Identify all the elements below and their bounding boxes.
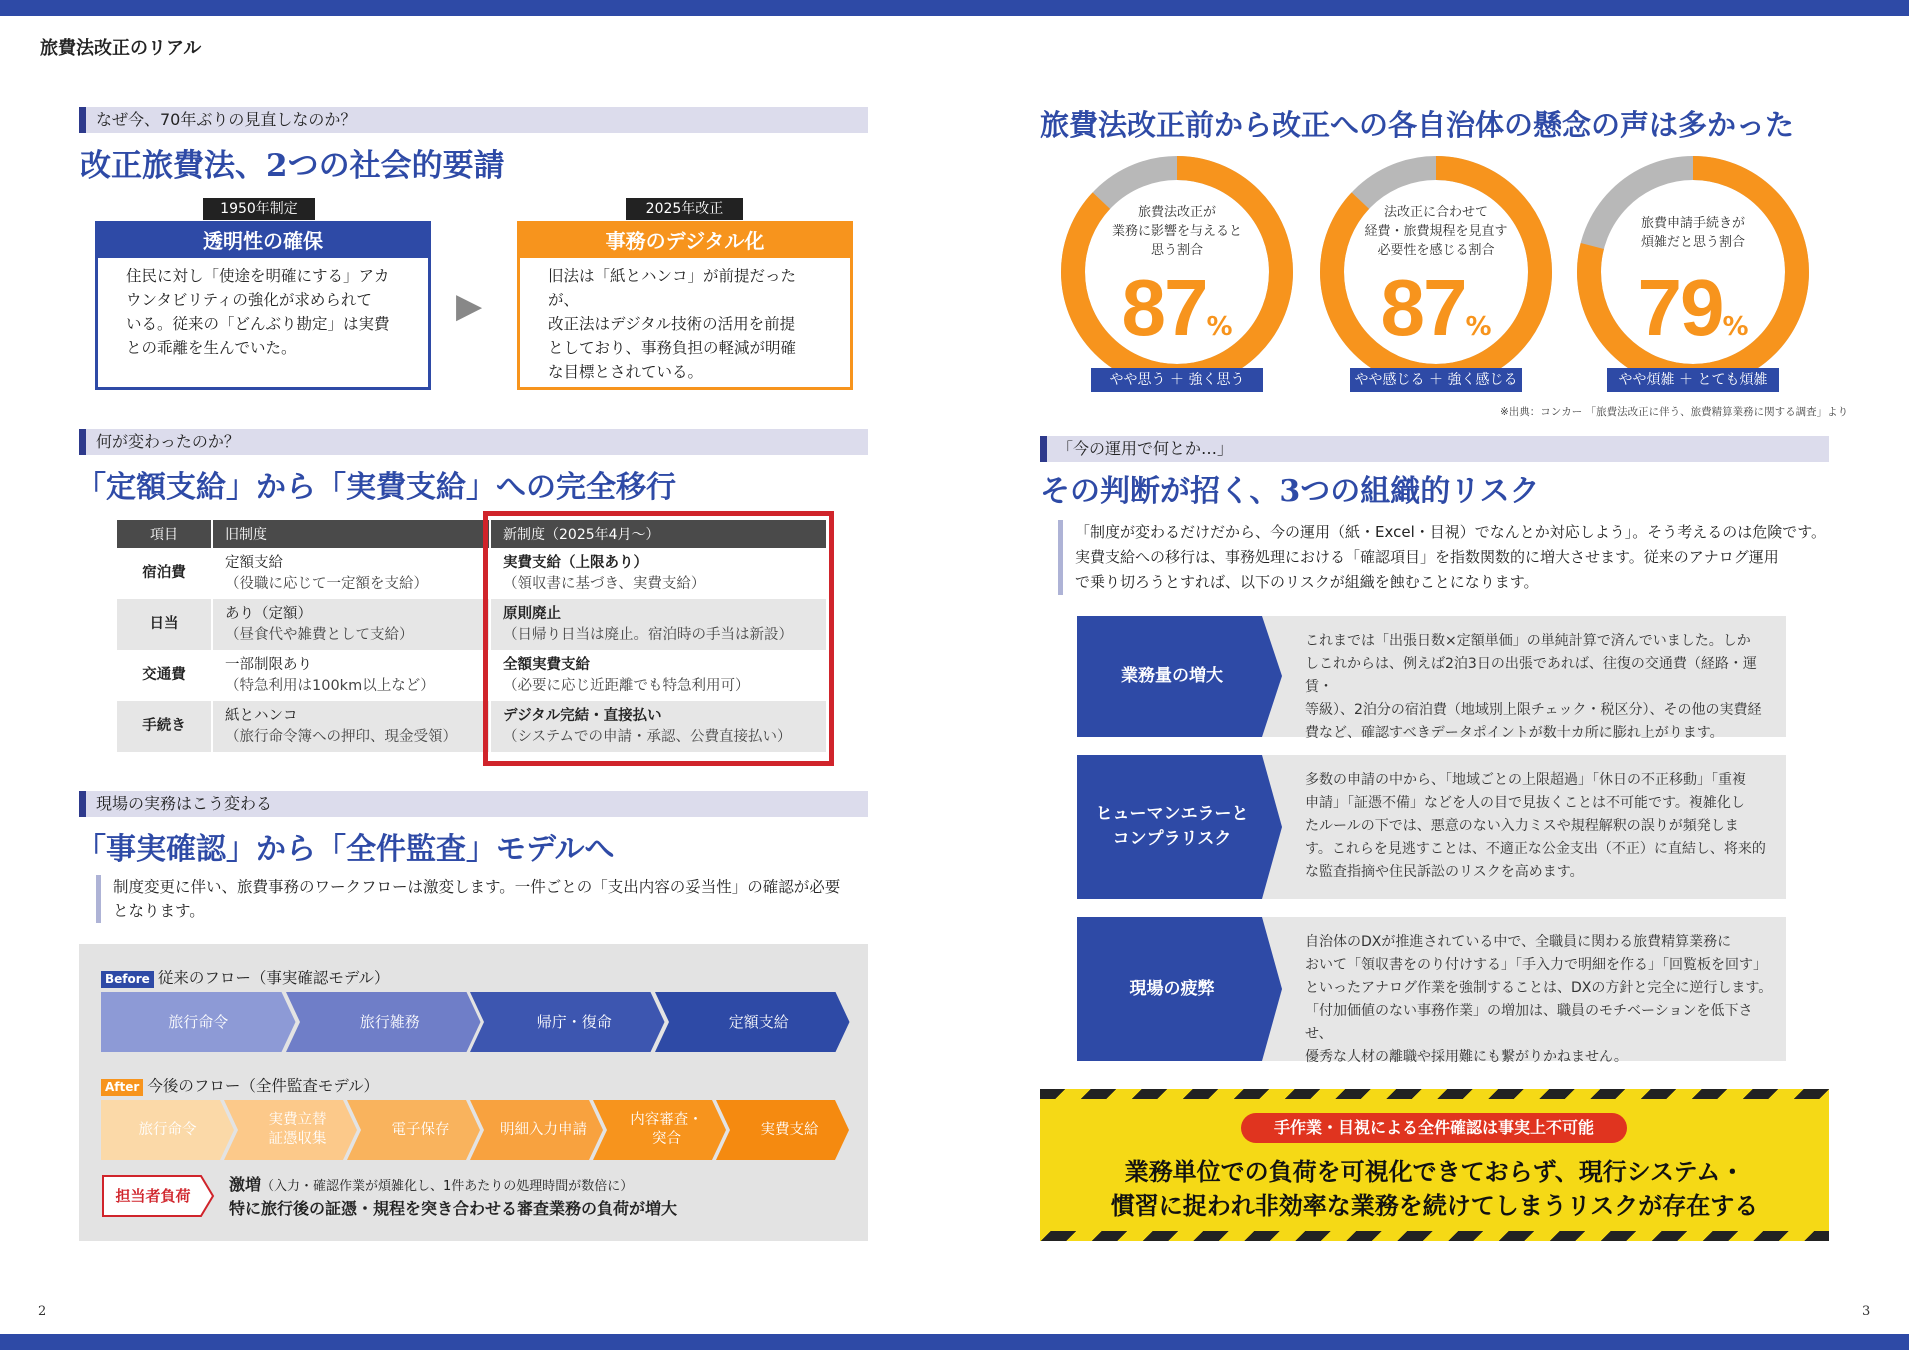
risk-line: す。これらを見逃すことは、不適正な公金支出（不正）に直結し、将来的 — [1305, 841, 1766, 857]
row-item: 手続き — [117, 701, 212, 752]
arrow-right-icon: ▶ — [456, 286, 483, 326]
body-line: 改正法はデジタル技術の活用を前提 — [548, 315, 796, 333]
risk-title-line: 現場の疲弊 — [1129, 978, 1215, 999]
new-main: デジタル完結・直接払い — [503, 707, 662, 724]
old-main: あり（定額） — [225, 605, 312, 622]
risk-line: 等級）、2泊分の宿泊費（地域別上限チェック・税区分）、その他の実費経 — [1305, 702, 1762, 718]
body-line: 旧法は「紙とハンコ」が前提だったが、 — [548, 267, 797, 309]
new-main: 実費支給（上限あり） — [503, 554, 648, 571]
warning-line1: 業務単位での負荷を可視化できておらず、現行システム・ — [1124, 1158, 1745, 1186]
lead-line: で乗り切ろうとすれば、以下のリスクが組織を蝕むことになります。 — [1075, 573, 1539, 591]
risk-line: 申請」「証憑不備」などを人の目で見抜くことは不可能です。複雑化し — [1305, 795, 1745, 811]
donut-label: 法改正に合わせて 経費・旅費規程を見直す 必要性を感じる割合 — [1364, 205, 1508, 258]
risk-text — [1305, 769, 1775, 884]
flow-step-label: 旅行命令 — [168, 1012, 229, 1031]
header-item: 項目 — [117, 520, 212, 548]
old-main: 定額支給 — [225, 554, 283, 571]
lead-line: 実費支給への移行は、事務処理における「確認項目」を指数関数的に増大させます。従来のアナログ運用 — [1075, 548, 1779, 566]
donut-value: 79% — [1637, 263, 1749, 352]
risk-line: おいて「領収書をのり付けする」「手入力で明細を作る」「回覧板を回す」 — [1305, 957, 1767, 973]
risk-fatigue — [1077, 917, 1786, 1065]
body-line: ウンタビリティの強化が求められて — [126, 291, 372, 309]
risk-text — [1305, 630, 1775, 745]
risk-line: 費など、確認すべきデータポイントが数十カ所に膨れ上がります。 — [1305, 725, 1724, 741]
workflow-panel — [79, 944, 868, 1241]
donut-pill: やや感じる ＋ 強く感じる — [1350, 368, 1522, 392]
flow-step-label: 明細入力申請 — [500, 1121, 587, 1138]
survey-source: ※出典：コンカー 「旅費法改正に伴う、旅費精算業務に関する調査」より — [1500, 406, 1849, 418]
old-sub: （役職に応じて一定額を支給） — [225, 575, 428, 592]
warning-inner — [1040, 1099, 1829, 1231]
flow-step-label: 旅行雑務 — [359, 1012, 420, 1031]
donut-value: 87% — [1121, 263, 1233, 352]
transparency-body — [98, 258, 428, 360]
digitalization-box — [517, 221, 853, 390]
risks-lead — [1058, 520, 1838, 595]
risk-line: 「付加価値のない事務作業」の増加は、職員のモチベーションを低下させ、 — [1305, 1003, 1753, 1042]
new-main: 原則廃止 — [503, 605, 561, 622]
flow-step-label: 内容審査・ 突合 — [630, 1112, 703, 1147]
after-flow — [101, 1100, 851, 1160]
digitalization-heading: 事務のデジタル化 — [520, 224, 850, 258]
section1-eyebrow: なぜ今、70年ぶりの見直しなのか？ — [79, 107, 868, 133]
row-item: 交通費 — [117, 650, 212, 701]
row-item: 日当 — [117, 599, 212, 650]
lead-line: 「制度が変わるだけだから、今の運用（紙・Excel・目視）でなんとか対応しよう」。そう考えるのは危険です。 — [1075, 523, 1827, 541]
flow-step-label: 帰庁・復命 — [536, 1012, 612, 1031]
risk-title-line: 業務量の増大 — [1121, 666, 1223, 686]
old-main: 一部制限あり — [225, 656, 312, 673]
donut-label: 旅費法改正が 業務に影響を与えると 思う割合 — [1111, 205, 1242, 258]
right-box-tag: 2025年改正 — [626, 198, 743, 220]
old-cell — [212, 650, 490, 701]
risk-human-error — [1077, 755, 1786, 899]
risk-line: 優秀な人材の離職や採用難にも繋がりかねません。 — [1305, 1049, 1628, 1065]
donut-value: 87% — [1380, 263, 1492, 352]
risk-title-line: ヒューマンエラーと — [1095, 804, 1249, 824]
lead-line: となります。 — [113, 902, 205, 920]
before-label-row — [101, 966, 390, 988]
page-number-right: 3 — [1862, 1304, 1871, 1319]
warning-banner — [1040, 1089, 1829, 1241]
risk-line: これまでは「出張日数×定額単価」の単純計算で済んでいました。しか — [1305, 633, 1751, 649]
before-badge: Before — [101, 971, 154, 988]
risk-line: 自治体のDXが推進されている中で、全職員に関わる旅費精算業務に — [1305, 934, 1732, 950]
flow-step-label: 実費立替 証憑収集 — [268, 1112, 327, 1147]
risk-line: たルールの下では、悪意のない入力ミスや規程解釈の誤りが頻発しま — [1305, 818, 1739, 834]
flow-step-label: 旅行命令 — [138, 1121, 197, 1138]
section2-eyebrow: 何が変わったのか？ — [79, 429, 868, 455]
old-sub: （旅行命令簿への押印、現金受領） — [225, 728, 457, 745]
bottom-bar — [0, 1334, 1909, 1350]
risk-line: といったアナログ作業を強制することは、DXの方針と完全に逆行します。 — [1305, 980, 1773, 996]
page-number-left: 2 — [38, 1304, 47, 1319]
old-sub: （昼食代や雑費として支給） — [225, 626, 414, 643]
flow-step-label: 定額支給 — [728, 1012, 789, 1031]
body-line: との乖離を生んでいた。 — [126, 339, 297, 357]
donut-label: 旅費申請手続きが 煩雑だと思う割合 — [1640, 216, 1745, 250]
risk-title-line: コンプラリスク — [1112, 829, 1232, 849]
old-main: 紙とハンコ — [225, 707, 298, 724]
before-flow — [101, 992, 851, 1052]
burden-line2: 特に旅行後の証憑・規程を突き合わせる審査業務の負荷が増大 — [229, 1199, 678, 1218]
section1-title: 改正旅費法、2つの社会的要請 — [80, 148, 505, 184]
digitalization-body — [520, 258, 850, 384]
body-line: 住民に対し「使途を明確にする」アカ — [126, 267, 390, 285]
burden-rest: （入力・確認作業が煩雑化し、1件あたりの処理時間が数倍に） — [261, 1179, 634, 1194]
transparency-heading: 透明性の確保 — [98, 224, 428, 258]
header-new: 新制度（2025年4月～） — [490, 520, 827, 548]
risks-eyebrow: 「今の運用で何とか…」 — [1040, 436, 1829, 462]
new-sub: （日帰り日当は廃止。宿泊時の手当は新設） — [503, 626, 793, 643]
new-sub: （領収書に基づき、実費支給） — [503, 575, 706, 592]
section3-title: 「事実確認」から「全件監査」モデルへ — [76, 832, 615, 867]
body-line: な目標とされている。 — [548, 363, 704, 381]
donut-pill: やや煩雑 ＋ とても煩雑 — [1607, 368, 1779, 392]
after-label: 今後のフロー（全件監査モデル） — [147, 1077, 380, 1095]
risk-line: な監査指摘や住民訴訟のリスクを高めます。 — [1305, 864, 1584, 880]
old-cell — [212, 599, 490, 650]
body-line: いる。従来の「どんぶり勘定」は実費 — [126, 315, 390, 333]
row-item: 宿泊費 — [117, 548, 212, 599]
section3-eyebrow: 現場の実務はこう変わる — [79, 791, 868, 817]
risk-workload — [1077, 616, 1786, 741]
header-old: 旧制度 — [212, 520, 490, 548]
burden-text — [229, 1174, 859, 1220]
old-sub: （特急利用は100km以上など） — [225, 677, 435, 694]
before-label: 従来のフロー（事実確認モデル） — [157, 969, 390, 987]
after-label-row — [101, 1074, 379, 1096]
risk-line: 多数の申請の中から、「地域ごとの上限超過」「休日の不正移動」「重複 — [1305, 772, 1746, 788]
donut-pill: やや思う ＋ 強く思う — [1091, 368, 1263, 392]
new-system-highlight — [483, 511, 834, 766]
risks-title: その判断が招く、3つの組織的リスク — [1040, 474, 1540, 509]
burden-tag — [101, 1174, 216, 1218]
transparency-box — [95, 221, 431, 390]
burden-label: 担当者負荷 — [115, 1187, 191, 1205]
new-sub: （システムでの申請・承認、公費直接払い） — [503, 728, 792, 745]
after-badge: After — [101, 1079, 143, 1096]
warning-line2: 慣習に捉われ非効率な業務を続けてしまうリスクが存在する — [1110, 1192, 1759, 1220]
section2-title: 「定額支給」から「実費支給」への完全移行 — [76, 470, 676, 505]
lead-line: 制度変更に伴い、旅費事務のワークフローは激変します。一件ごとの「支出内容の妥当性」の確認が必要 — [113, 878, 841, 896]
old-cell — [212, 701, 490, 752]
section3-lead — [96, 875, 876, 923]
new-sub: （必要に応じ近距離でも特急利用可） — [503, 677, 750, 694]
risk-title — [1077, 917, 1267, 1061]
new-main: 全額実費支給 — [503, 656, 590, 673]
running-header: 旅費法改正のリアル — [40, 38, 202, 59]
flow-step-label: 実費支給 — [760, 1121, 819, 1138]
warning-pill: 手作業・目視による全件確認は事実上不可能 — [1241, 1113, 1627, 1143]
top-bar — [0, 0, 1909, 16]
old-cell — [212, 548, 490, 599]
risk-line: しこれからは、例えば2泊3日の出張であれば、往復の交通費（経路・運賃・ — [1305, 656, 1757, 695]
flow-step-label: 電子保存 — [391, 1121, 450, 1138]
left-box-tag: 1950年制定 — [203, 198, 315, 220]
burden-strong: 激増 — [229, 1175, 262, 1194]
body-line: としており、事務負担の軽減が明確 — [548, 339, 797, 357]
risk-title — [1077, 755, 1267, 899]
survey-title: 旅費法改正前から改正への各自治体の懸念の声は多かった — [1040, 108, 1795, 142]
risk-text — [1305, 931, 1775, 1069]
risk-title — [1077, 616, 1267, 737]
